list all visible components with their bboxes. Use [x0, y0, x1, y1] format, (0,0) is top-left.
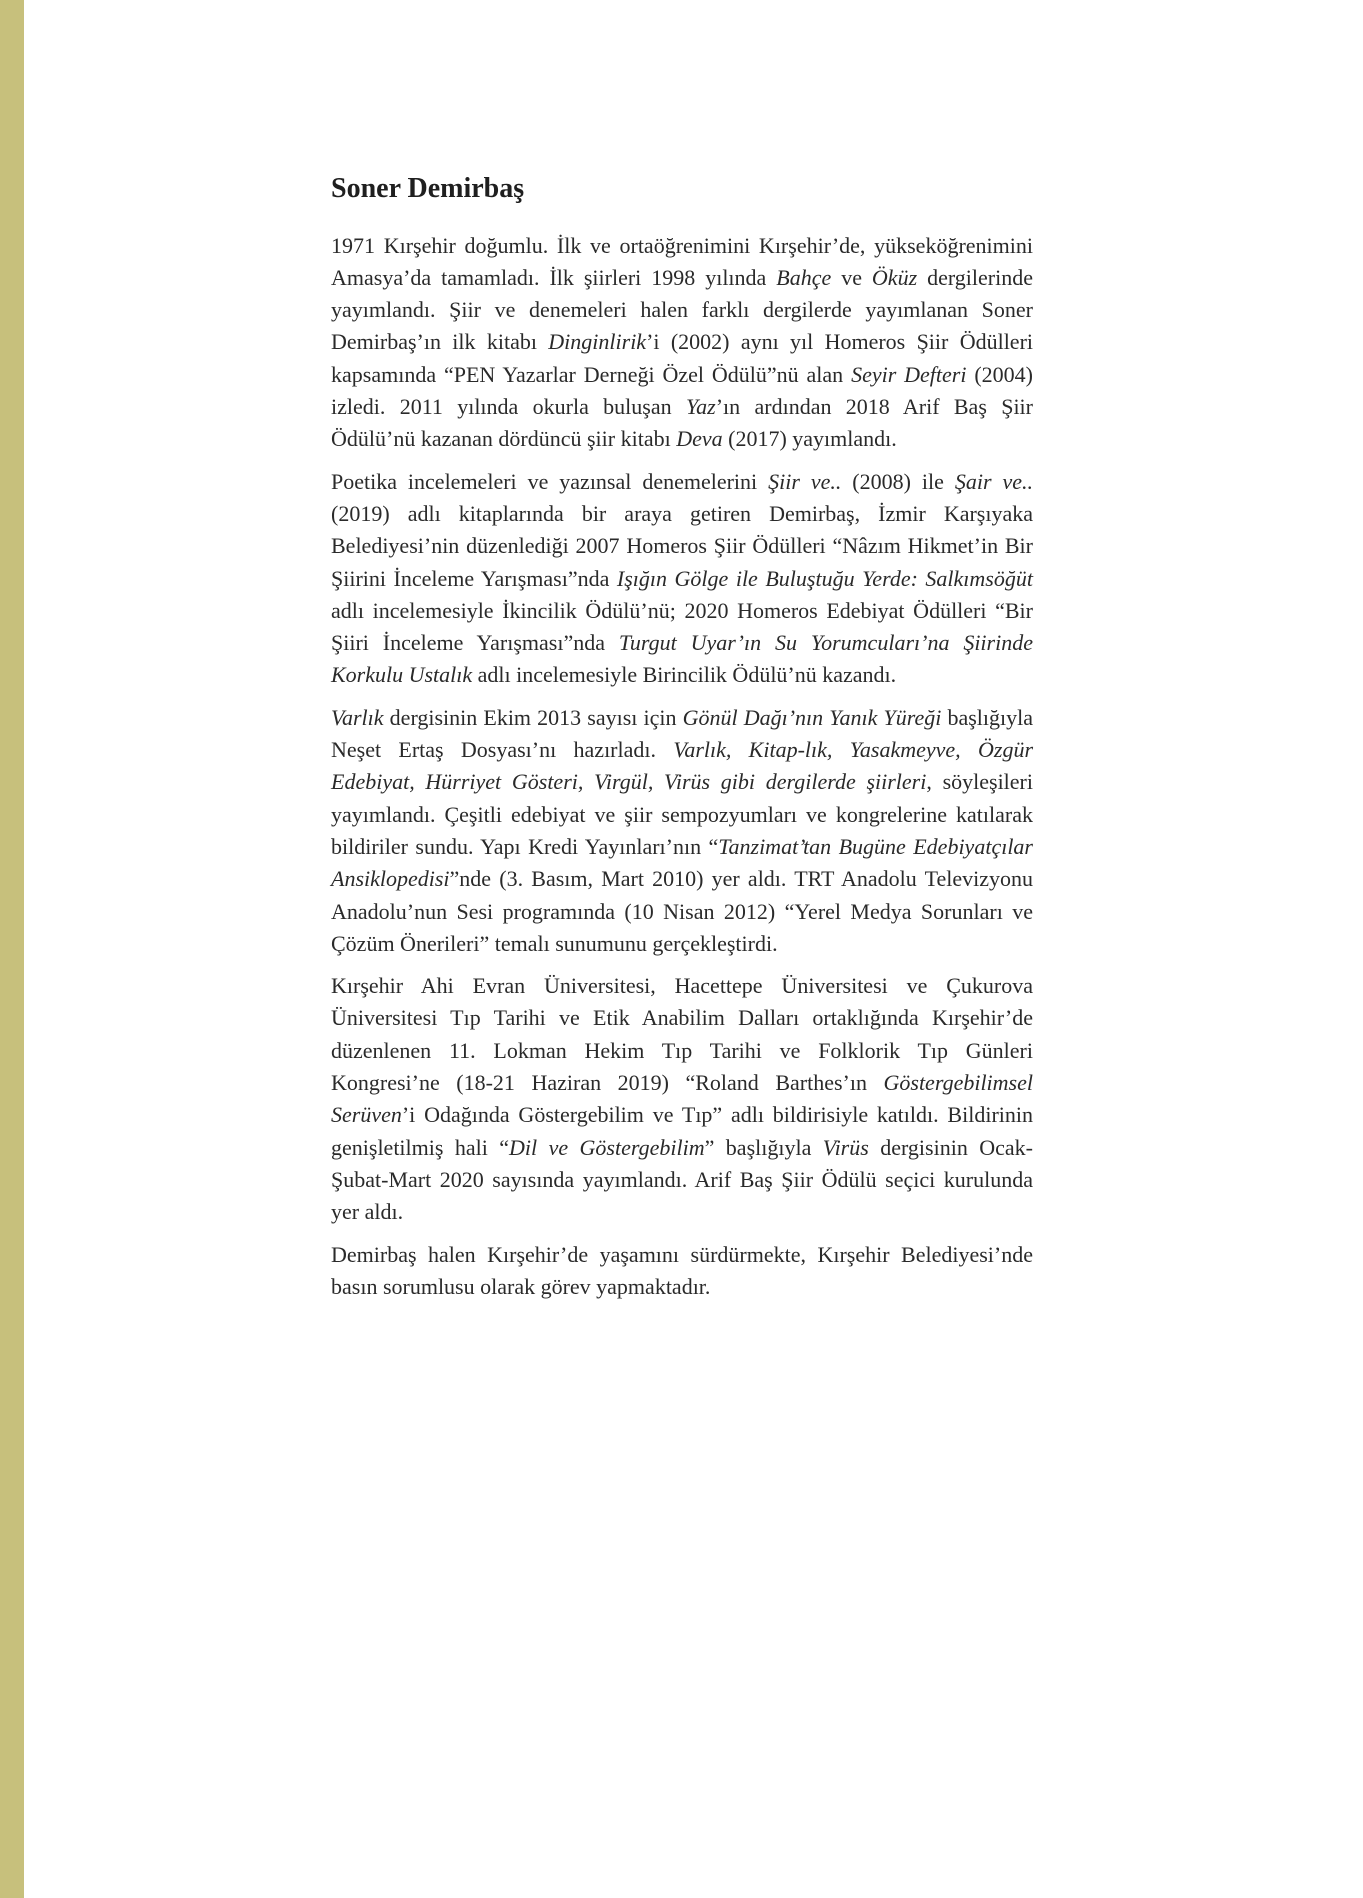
- italic-title: Bahçe: [776, 264, 832, 290]
- spine-bar: [0, 0, 24, 1898]
- text-run: , söyleşileri yayımlandı. Çeşitli edebiyat ve şiir sempozyumları ve kongrelerine katılarak bildiriler sundu. Yapı Kredi Yayınları’nın “: [331, 769, 1033, 859]
- italic-title: Öküz: [871, 264, 918, 290]
- text-run: ’i (2002) aynı yıl Homeros Şiir Ödülleri kapsamında “PEN Yazarlar Derneği Özel Ödülü”nü alan: [331, 329, 1034, 387]
- text-run: ve: [831, 264, 872, 290]
- italic-title: Dinginlirik: [548, 329, 647, 355]
- text-run: Demirbaş halen Kırşehir’de yaşamını sürdürmekte, Kırşehir Belediyesi’nde basın sorumlusu olarak görev yapmaktadır.: [331, 1241, 1033, 1299]
- text-run: (2008) ile: [841, 468, 955, 494]
- italic-title: Tanzimat’tan Bugüne Edebiyatçılar Ansiklopedisi: [331, 833, 1033, 892]
- text-run: dergisinin Ekim 2013 sayısı için: [383, 704, 683, 730]
- text-run: adlı incelemesiyle İkincilik Ödülü’nü; 2020 Homeros Edebiyat Ödülleri “Bir Şiiri İnceleme Yarışması”nda: [331, 597, 1033, 656]
- text-run: ’i Odağında Göstergebilim ve Tıp” adlı bildirisiyle katıldı. Bildirinin genişletilmiş hali “: [331, 1102, 1033, 1160]
- italic-title: Şair ve..: [954, 468, 1033, 494]
- italic-title: Şiir ve..: [768, 468, 842, 494]
- bio-content: [331, 172, 1033, 1313]
- italic-title: Varlık, Kitap-lık, Yasakmeyve, Özgür Edebiyat, Hürriyet Gösteri, Virgül, Virüs gibi dergilerde şiirleri: [331, 737, 1034, 795]
- italic-title: Göstergebilimsel Serüven: [331, 1070, 1033, 1128]
- text-run: Kırşehir Ahi Evran Üniversitesi, Hacettepe Üniversitesi ve Çukurova Üniversitesi Tıp Tarihi ve Etik Anabilim Dalları ortaklığında Kırşehir’de düzenlenen 11. Lokman Hekim Tıp Tarihi ve Folklorik Tıp Günleri Kongresi’ne (18-21 Haziran 2019) “Roland Barthes’ın: [331, 973, 1033, 1096]
- bio-paragraphs: [331, 230, 1033, 1304]
- bio-paragraph: [331, 702, 1033, 960]
- text-run: dergilerinde yayımlandı. Şiir ve denemeleri halen farklı dergilerde yayımlanan Soner Demirbaş’ın ilk kitabı: [331, 264, 1033, 355]
- text-run: başlığıyla Neşet Ertaş Dosyası’nı hazırladı.: [331, 704, 1033, 763]
- italic-title: Yaz: [685, 394, 716, 420]
- italic-title: Virüs: [822, 1134, 869, 1160]
- text-run: (2004) izledi. 2011 yılında okurla buluşan: [331, 361, 1034, 420]
- bio-paragraph: [331, 1239, 1033, 1304]
- italic-title: Gönül Dağı’nın Yanık Yüreği: [682, 704, 942, 730]
- text-run: 1971 Kırşehir doğumlu. İlk ve ortaöğrenimini Kırşehir’de, yükseköğrenimini Amasya’da tamamladı. İlk şiirleri 1998 yılında: [331, 232, 1033, 290]
- text-run: adlı incelemesiyle Birincilik Ödülü’nü kazandı.: [472, 662, 897, 688]
- italic-title: Varlık: [331, 704, 384, 730]
- text-run: (2017) yayımlandı.: [722, 426, 897, 452]
- text-run: (2019) adlı kitaplarında bir araya getiren Demirbaş, İzmir Karşıyaka Belediyesi’nin düzenlediği 2007 Homeros Şiir Ödülleri “Nâzım Hikmet’in Bir Şiirini İnceleme Yarışması”nda: [331, 500, 1033, 591]
- italic-title: Seyir Defteri: [851, 361, 967, 387]
- italic-title: Deva: [676, 426, 723, 452]
- italic-title: Turgut Uyar’ın Su Yorumcuları’na Şiirinde Korkulu Ustalık: [331, 630, 1033, 688]
- bio-paragraph: [331, 230, 1033, 456]
- italic-title: Işığın Gölge ile Buluştuğu Yerde: Salkımsöğüt: [616, 565, 1033, 591]
- text-run: ”nde (3. Basım, Mart 2010) yer aldı. TRT Anadolu Televizyonu Anadolu’nun Sesi programında (10 Nisan 2012) “Yerel Medya Sorunları ve Çözüm Önerileri” temalı sunumunu gerçekleştirdi.: [331, 866, 1033, 956]
- text-run: Poetika incelemeleri ve yazınsal denemelerini: [331, 468, 769, 494]
- bio-paragraph: [331, 970, 1033, 1228]
- text-run: dergisinin Ocak-Şubat-Mart 2020 sayısında yayımlandı. Arif Baş Şiir Ödülü seçici kurulunda yer aldı.: [331, 1134, 1033, 1225]
- italic-title: Dil ve Göstergebilim: [509, 1134, 705, 1160]
- text-run: ’ın ardından 2018 Arif Baş Şiir Ödülü’nü kazanan dördüncü şiir kitabı: [331, 394, 1033, 452]
- text-run: ” başlığıyla: [704, 1134, 823, 1160]
- author-name: Soner Demirbaş: [331, 173, 525, 204]
- bio-paragraph: [331, 466, 1033, 692]
